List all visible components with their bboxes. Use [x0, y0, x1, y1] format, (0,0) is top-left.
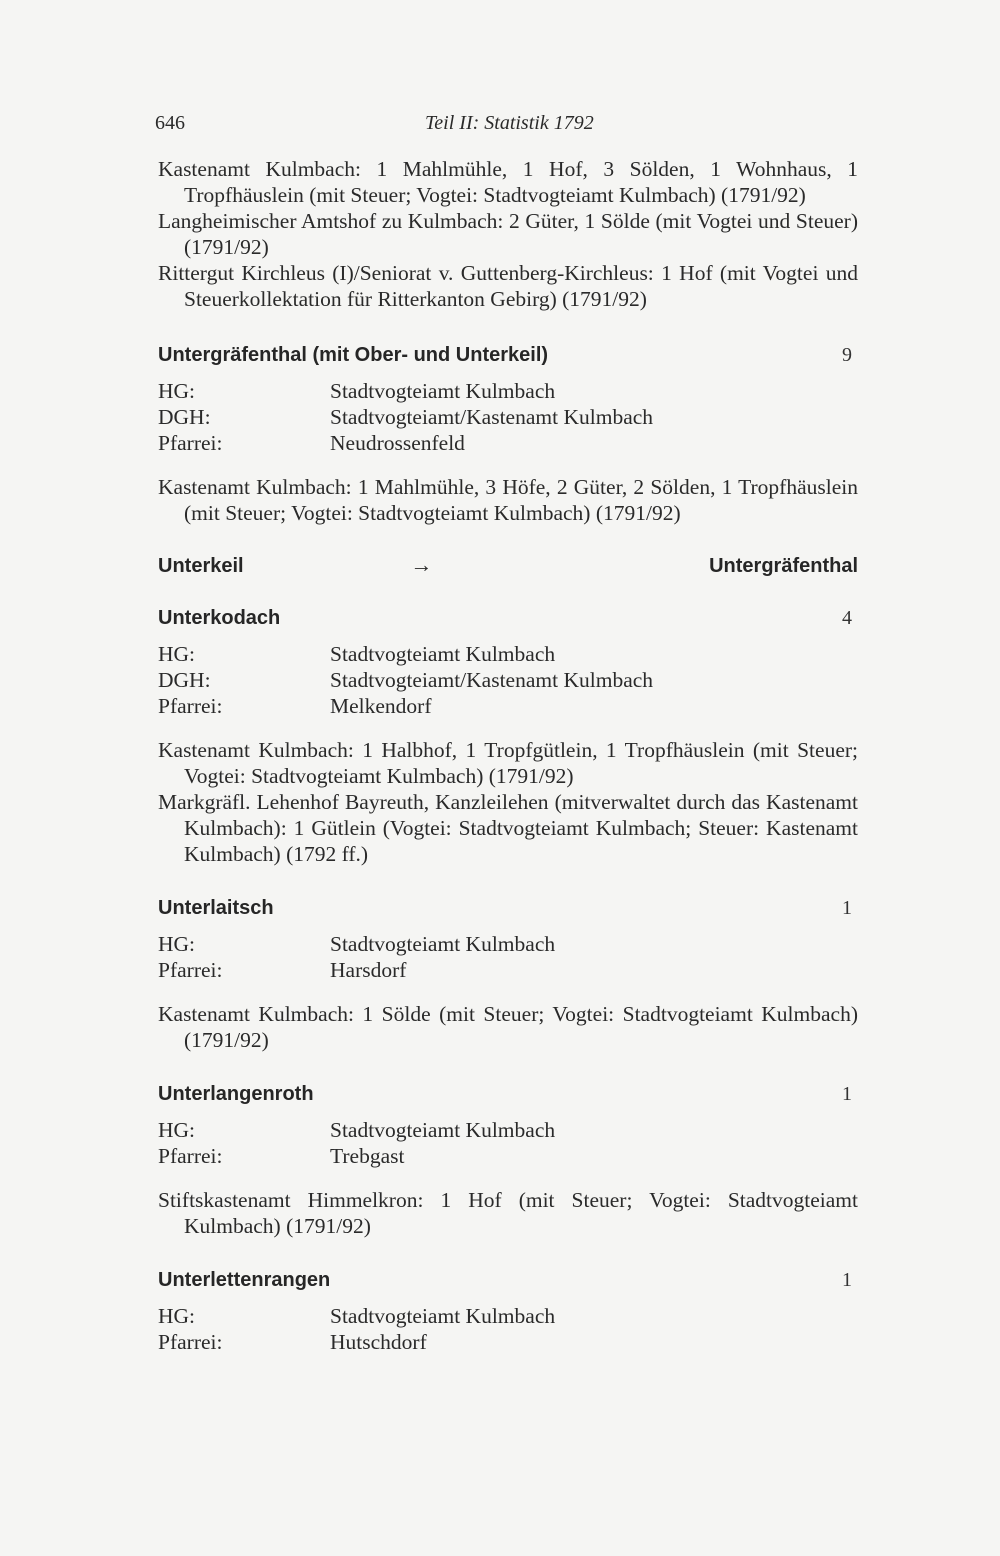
info-row	[158, 931, 858, 957]
arrow-right-icon: →	[410, 552, 433, 577]
info-value: Hutschdorf	[330, 1330, 427, 1354]
place-section	[158, 895, 858, 1053]
place-heading	[158, 342, 858, 368]
info-value: Trebgast	[330, 1144, 405, 1168]
page-content	[158, 156, 858, 1373]
place-name: Unterkodach	[158, 607, 281, 629]
place-heading	[158, 1267, 858, 1293]
info-label: Pfarrei:	[158, 694, 223, 718]
info-row	[158, 1329, 858, 1355]
info-row	[158, 641, 858, 667]
place-heading	[158, 605, 858, 631]
info-label: Pfarrei:	[158, 431, 223, 455]
info-value: Melkendorf	[330, 694, 432, 718]
holding-entry: Kastenamt Kulmbach: 1 Halbhof, 1 Tropfgütlein, 1 Tropfhäuslein (mit Steuer; Vogtei: Stadtvogteiamt Kulmbach) (1791/92)	[158, 738, 858, 788]
place-entries	[158, 1001, 858, 1053]
info-row	[158, 430, 858, 456]
info-label: HG:	[158, 379, 196, 403]
info-row	[158, 693, 858, 719]
info-value: Stadtvogteiamt Kulmbach	[330, 1304, 556, 1328]
reference-to: Untergräfenthal	[709, 555, 858, 577]
info-label: Pfarrei:	[158, 1144, 223, 1168]
info-value: Harsdorf	[330, 958, 407, 982]
info-label: HG:	[158, 1118, 196, 1142]
running-title: Teil II: Statistik 1792	[425, 112, 594, 134]
place-heading	[158, 1081, 858, 1107]
place-section	[158, 342, 858, 526]
info-label: HG:	[158, 932, 196, 956]
place-name: Unterlettenrangen	[158, 1269, 331, 1291]
place-count: 9	[842, 344, 852, 366]
info-row	[158, 378, 858, 404]
place-entries	[158, 737, 858, 867]
place-count: 1	[842, 1269, 852, 1291]
info-row	[158, 957, 858, 983]
info-value: Stadtvogteiamt/Kastenamt Kulmbach	[330, 668, 654, 692]
info-label: Pfarrei:	[158, 958, 223, 982]
place-name: Unterlangenroth	[158, 1083, 314, 1105]
place-info	[158, 378, 858, 456]
place-info	[158, 931, 858, 983]
place-name: Unterlaitsch	[158, 897, 274, 919]
info-value: Stadtvogteiamt Kulmbach	[330, 642, 556, 666]
info-row	[158, 1117, 858, 1143]
holding-entry: Kastenamt Kulmbach: 1 Mahlmühle, 3 Höfe, 2 Güter, 2 Sölden, 1 Tropfhäuslein (mit Steuer; Vogtei: Stadtvogteiamt Kulmbach) (1791/92)	[158, 475, 858, 525]
info-row	[158, 1143, 858, 1169]
info-value: Stadtvogteiamt Kulmbach	[330, 1118, 556, 1142]
info-label: DGH:	[158, 668, 211, 692]
place-count: 1	[842, 897, 852, 919]
info-label: HG:	[158, 1304, 196, 1328]
place-name: Untergräfenthal (mit Ober- und Unterkeil)	[158, 344, 549, 366]
place-count: 4	[842, 607, 852, 629]
info-label: DGH:	[158, 405, 211, 429]
info-row	[158, 404, 858, 430]
place-entries	[158, 1187, 858, 1239]
info-row	[158, 1303, 858, 1329]
place-count: 1	[842, 1083, 852, 1105]
info-label: Pfarrei:	[158, 1330, 223, 1354]
page-number: 646	[155, 112, 185, 134]
holding-entry: Markgräfl. Lehenhof Bayreuth, Kanzleilehen (mitverwaltet durch das Kastenamt Kulmbach): 1 Gütlein (Vogtei: Stadtvogteiamt Kulmbach; Steuer: Kastenamt Kulmbach) (1792 ff.)	[158, 790, 858, 866]
place-info	[158, 1117, 858, 1169]
holding-entry: Stiftskastenamt Himmelkron: 1 Hof (mit Steuer; Vogtei: Stadtvogteiamt Kulmbach) (1791/92)	[158, 1188, 858, 1238]
holding-entry: Kastenamt Kulmbach: 1 Sölde (mit Steuer; Vogtei: Stadtvogteiamt Kulmbach) (1791/92)	[158, 1002, 858, 1052]
info-value: Stadtvogteiamt Kulmbach	[330, 379, 556, 403]
intro-entries	[158, 156, 858, 312]
holding-entry: Rittergut Kirchleus (I)/Seniorat v. Guttenberg-Kirchleus: 1 Hof (mit Vogtei und Steuerkollektation für Ritterkanton Gebirg) (1791/92)	[158, 261, 858, 311]
holding-entry: Kastenamt Kulmbach: 1 Mahlmühle, 1 Hof, 3 Sölden, 1 Wohnhaus, 1 Tropfhäuslein (mit Steuer; Vogtei: Stadtvogteiamt Kulmbach) (1791/92)	[158, 157, 858, 207]
holding-entry: Langheimischer Amtshof zu Kulmbach: 2 Güter, 1 Sölde (mit Vogtei und Steuer) (1791/92)	[158, 209, 858, 259]
place-entries	[158, 474, 858, 526]
info-label: HG:	[158, 642, 196, 666]
page-header	[155, 112, 855, 142]
info-row	[158, 667, 858, 693]
place-section	[158, 605, 858, 867]
info-value: Stadtvogteiamt/Kastenamt Kulmbach	[330, 405, 654, 429]
reference-from: Unterkeil	[158, 555, 244, 577]
place-info	[158, 641, 858, 719]
place-section	[158, 1267, 858, 1355]
cross-reference	[158, 552, 858, 579]
place-section	[158, 1081, 858, 1239]
place-heading	[158, 895, 858, 921]
info-value: Neudrossenfeld	[330, 431, 465, 455]
place-info	[158, 1303, 858, 1355]
info-value: Stadtvogteiamt Kulmbach	[330, 932, 556, 956]
